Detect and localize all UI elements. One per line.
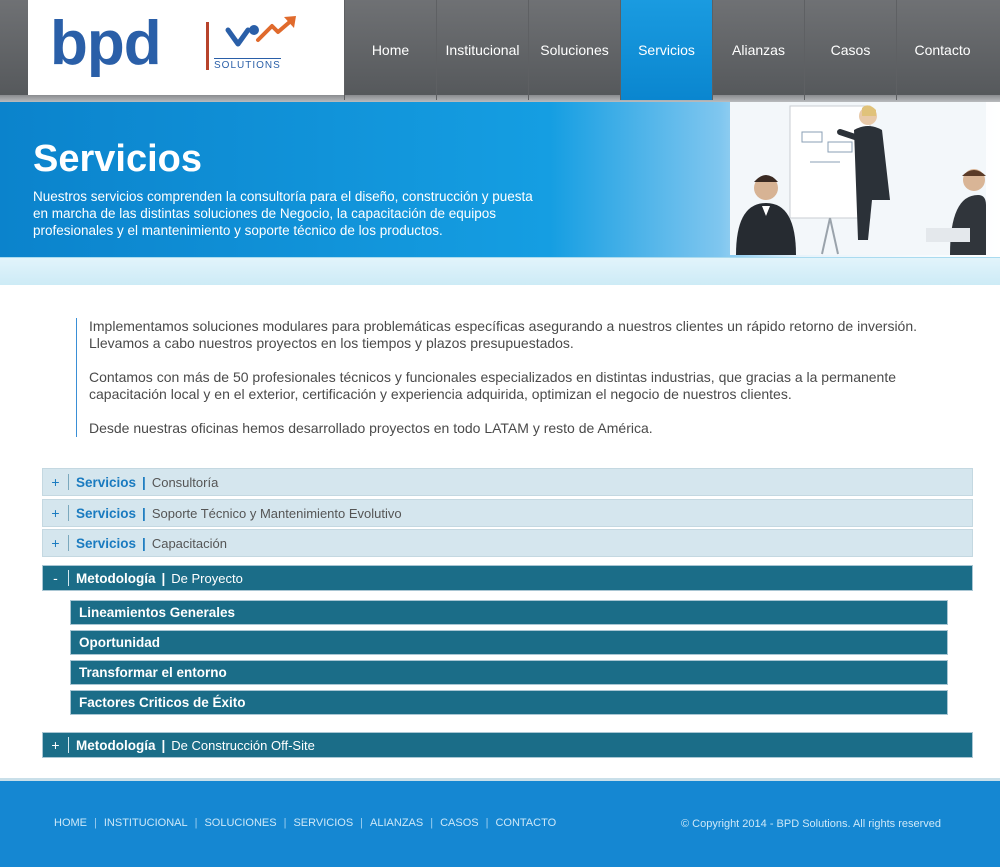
- page-title: Servicios: [33, 138, 202, 180]
- footer-link-casos[interactable]: CASOS: [440, 817, 479, 829]
- footer-nav: [54, 817, 556, 829]
- footer-link-servicios[interactable]: SERVICIOS: [293, 817, 354, 829]
- hero-banner: [0, 102, 1000, 257]
- accordion-separator: |: [161, 737, 166, 753]
- accordion-separator: |: [142, 474, 146, 490]
- nav-casos[interactable]: [804, 0, 896, 100]
- subitem-oportunidad[interactable]: [70, 630, 948, 655]
- accordion-servicios-soporte[interactable]: [42, 499, 973, 527]
- accordion-category: Metodología: [76, 737, 156, 753]
- nav-servicios[interactable]: [620, 0, 712, 100]
- nav-label: Servicios: [638, 42, 695, 58]
- accordion-subtitle: Consultoría: [151, 474, 219, 490]
- nav-home[interactable]: [344, 0, 436, 100]
- footer-separator: |: [360, 817, 364, 829]
- logo-subtitle: SOLUTIONS: [214, 60, 281, 71]
- banner-description: Nuestros servicios comprenden la consultoría para el diseño, construcción y puesta en marcha de las distintas soluciones de Negocio, la capacitación de equipos profesionales y el mantenimiento y soporte técnico de los productos.: [33, 189, 533, 238]
- footer-link-contacto[interactable]: CONTACTO: [495, 817, 557, 829]
- subitem-label: Oportunidad: [79, 635, 160, 650]
- subitem-factores[interactable]: [70, 690, 948, 715]
- expand-icon: +: [43, 737, 69, 753]
- subitem-transformar[interactable]: [70, 660, 948, 685]
- copyright-text: © Copyright 2014 - BPD Solutions. All rights reserved: [681, 818, 942, 830]
- accordion-subtitle: Capacitación: [151, 535, 227, 551]
- footer-link-alianzas[interactable]: ALIANZAS: [370, 817, 424, 829]
- accordion-servicios-capacitacion[interactable]: [42, 529, 973, 557]
- logo-text: bpd: [50, 9, 161, 78]
- expand-icon: +: [43, 535, 69, 551]
- subitem-label: Lineamientos Generales: [79, 605, 236, 620]
- footer-separator: |: [283, 817, 287, 829]
- accordion-subtitle: De Proyecto: [171, 570, 243, 586]
- footer-separator: |: [485, 817, 489, 829]
- nav-label: Casos: [830, 42, 871, 58]
- intro-paragraph: Implementamos soluciones modulares para problemáticas específicas asegurando a nuestros clientes un rápido retorno de inversión. Llevamos a cabo nuestros proyectos en los tiempos y plazos presupuestados.: [89, 318, 918, 351]
- accordion-metodologia-offsite[interactable]: [42, 732, 973, 758]
- expand-icon: +: [43, 474, 69, 490]
- footer-separator: |: [430, 817, 434, 829]
- accordion-servicios-consultoria[interactable]: [42, 468, 973, 496]
- nav-label: Soluciones: [540, 42, 609, 58]
- footer-separator: |: [94, 817, 97, 829]
- banner-band: [0, 257, 1000, 285]
- site-footer: [0, 781, 1000, 867]
- nav-institucional[interactable]: [436, 0, 528, 100]
- collapse-icon: -: [43, 570, 69, 586]
- accordion-subtitle: Soporte Técnico y Mantenimiento Evolutivo: [151, 505, 402, 521]
- accordion-category: Servicios: [76, 505, 137, 521]
- nav-label: Home: [371, 42, 410, 58]
- footer-link-home[interactable]: HOME: [54, 817, 87, 829]
- accordion-separator: |: [161, 570, 166, 586]
- accordion-subtitle: De Construcción Off-Site: [171, 737, 315, 753]
- footer-separator: |: [194, 817, 198, 829]
- main-nav: [344, 0, 988, 100]
- intro-text: [76, 318, 956, 437]
- meeting-photo: [730, 102, 986, 255]
- nav-label: Alianzas: [732, 42, 785, 58]
- logo-separator: [206, 22, 209, 70]
- accordion-metodologia-proyecto[interactable]: [42, 565, 973, 591]
- nav-label: Contacto: [914, 42, 971, 58]
- subitem-label: Transformar el entorno: [79, 665, 227, 680]
- intro-paragraph: Contamos con más de 50 profesionales técnicos y funcionales especializados en distintas industrias, que gracias a la permanente capacitación local y en el exterior, certificación y experiencia adquirida, optimizan el negocio de nuestros clientes.: [89, 369, 897, 402]
- footer-link-soluciones[interactable]: SOLUCIONES: [204, 817, 277, 829]
- nav-soluciones[interactable]: [528, 0, 620, 100]
- expand-icon: +: [43, 505, 69, 521]
- accordion-category: Servicios: [76, 474, 137, 490]
- logo-growth-icon: [224, 14, 300, 58]
- nav-label: Institucional: [445, 42, 520, 58]
- nav-contacto[interactable]: [896, 0, 988, 100]
- nav-alianzas[interactable]: [712, 0, 804, 100]
- footer-link-institucional[interactable]: INSTITUCIONAL: [103, 817, 188, 829]
- intro-paragraph: Desde nuestras oficinas hemos desarrollado proyectos en todo LATAM y resto de América.: [89, 420, 653, 436]
- subitem-label: Factores Criticos de Éxito: [79, 695, 246, 710]
- accordion-category: Servicios: [76, 535, 137, 551]
- accordion-category: Metodología: [76, 570, 156, 586]
- subitem-lineamientos[interactable]: [70, 600, 948, 625]
- accordion-separator: |: [142, 505, 146, 521]
- logo[interactable]: [28, 0, 344, 95]
- accordion-separator: |: [142, 535, 146, 551]
